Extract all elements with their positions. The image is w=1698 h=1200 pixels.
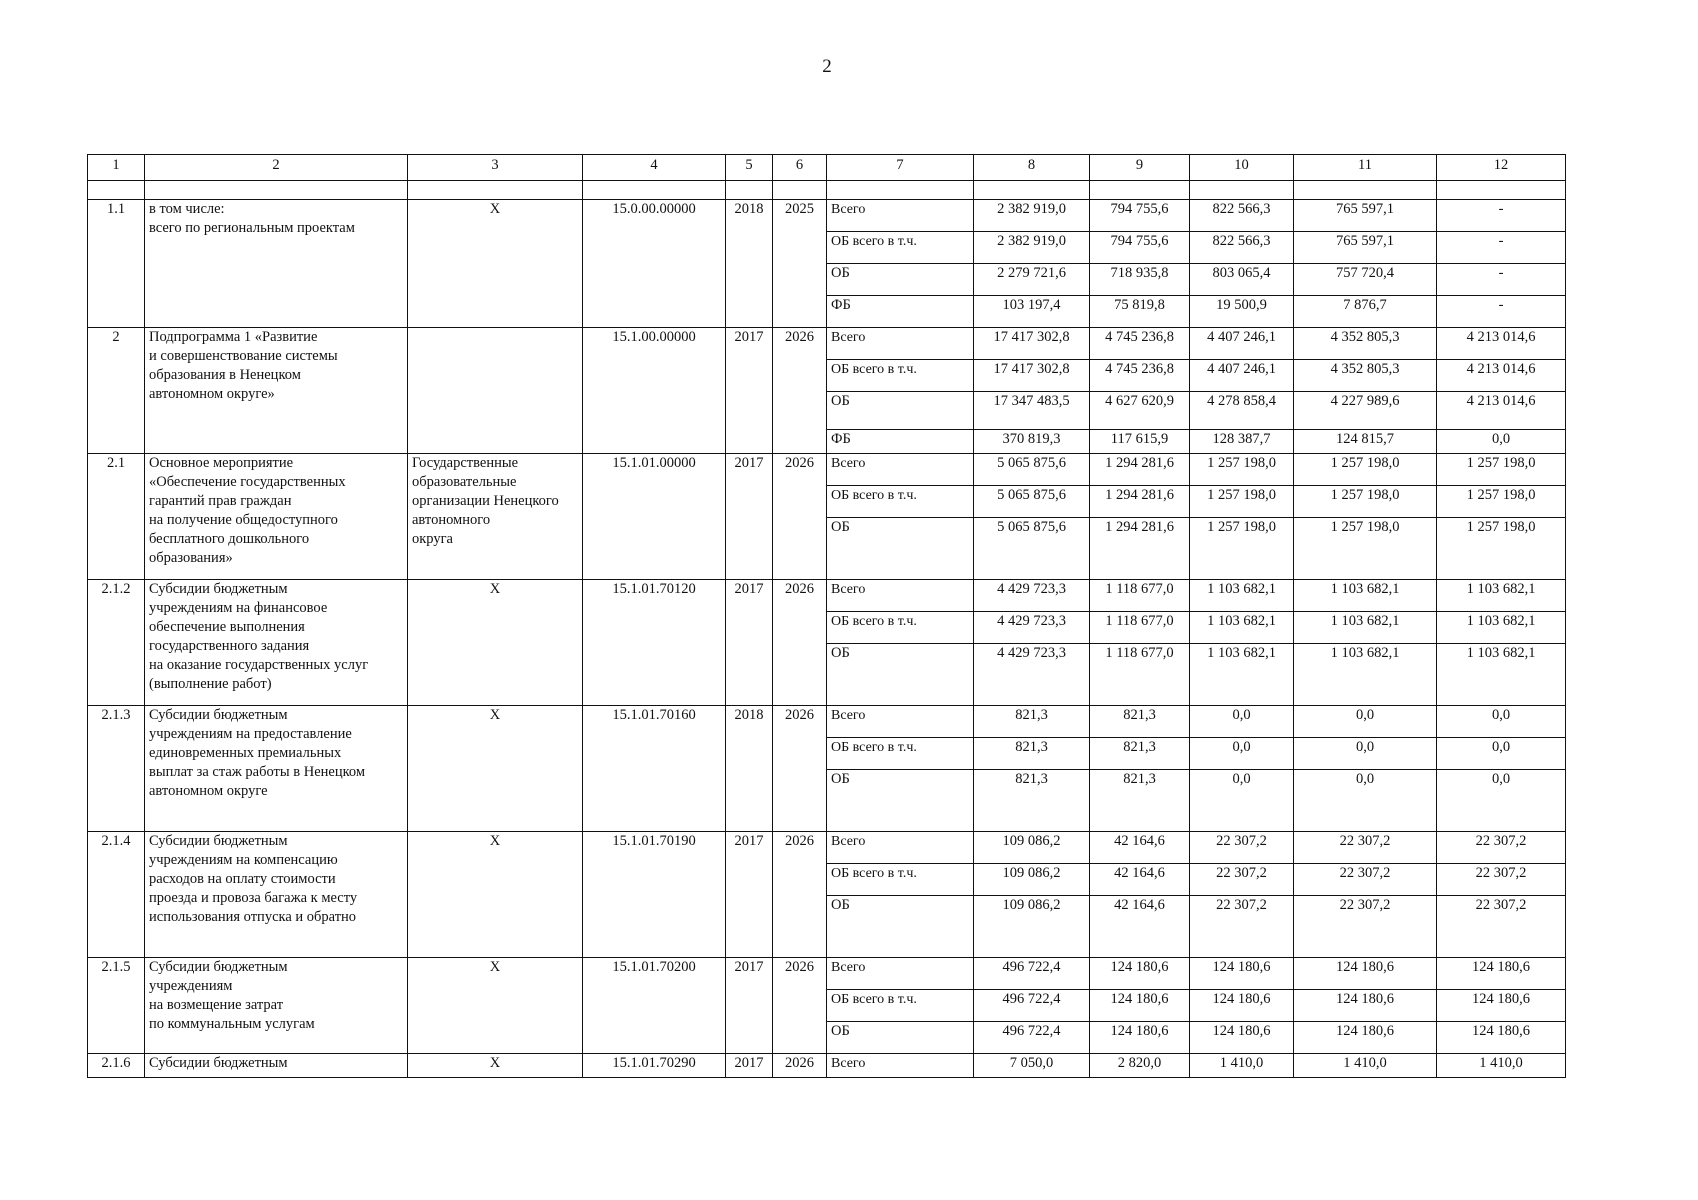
amount-cell-col8: 17 417 302,8 — [974, 328, 1090, 360]
header-cell: 11 — [1294, 155, 1437, 181]
amount-cell-col9: 1 118 677,0 — [1090, 644, 1190, 706]
amount-cell-col9: 42 164,6 — [1090, 832, 1190, 864]
funding-source-cell: ОБ — [827, 770, 974, 832]
header-cell: 6 — [773, 155, 827, 181]
amount-cell-col9: 718 935,8 — [1090, 264, 1190, 296]
header-cell: 8 — [974, 155, 1090, 181]
amount-cell-col11: 22 307,2 — [1294, 896, 1437, 958]
amount-cell-col8: 821,3 — [974, 770, 1090, 832]
amount-cell-col10: 22 307,2 — [1190, 864, 1294, 896]
end-year-cell: 2025 — [773, 200, 827, 328]
budget-code-cell: 15.1.01.70120 — [583, 580, 726, 706]
amount-cell-col11: 1 410,0 — [1294, 1054, 1437, 1078]
funding-source-cell: Всего — [827, 958, 974, 990]
amount-cell-col9: 4 745 236,8 — [1090, 360, 1190, 392]
header-cell: 3 — [408, 155, 583, 181]
amount-cell-col11: 765 597,1 — [1294, 200, 1437, 232]
amount-cell-col12: 1 103 682,1 — [1437, 644, 1566, 706]
amount-cell-col8: 4 429 723,3 — [974, 644, 1090, 706]
amount-cell-col12: 22 307,2 — [1437, 832, 1566, 864]
amount-cell-col9: 4 745 236,8 — [1090, 328, 1190, 360]
budget-code-cell: 15.1.01.00000 — [583, 454, 726, 580]
executor-cell: Х — [408, 200, 583, 328]
amount-cell-col10: 4 407 246,1 — [1190, 360, 1294, 392]
amount-cell-col10: 1 257 198,0 — [1190, 486, 1294, 518]
table-row — [88, 454, 1566, 486]
amount-cell-col8: 821,3 — [974, 738, 1090, 770]
amount-cell-col10: 124 180,6 — [1190, 1022, 1294, 1054]
amount-cell-col9: 1 294 281,6 — [1090, 518, 1190, 580]
amount-cell-col10: 22 307,2 — [1190, 896, 1294, 958]
amount-cell-col12: 124 180,6 — [1437, 990, 1566, 1022]
row-number-cell: 2.1 — [88, 454, 145, 580]
end-year-cell: 2026 — [773, 580, 827, 706]
amount-cell-col12: 1 257 198,0 — [1437, 454, 1566, 486]
amount-cell-col11: 22 307,2 — [1294, 864, 1437, 896]
amount-cell-col12: - — [1437, 296, 1566, 328]
amount-cell-col10: 22 307,2 — [1190, 832, 1294, 864]
amount-cell-col8: 109 086,2 — [974, 832, 1090, 864]
amount-cell-col8: 496 722,4 — [974, 958, 1090, 990]
row-number-cell: 2.1.5 — [88, 958, 145, 1054]
funding-source-cell: ОБ — [827, 392, 974, 430]
funding-source-cell: Всего — [827, 1054, 974, 1078]
row-name-cell: в том числе: всего по региональным проектам — [145, 200, 408, 328]
amount-cell-col12: 4 213 014,6 — [1437, 360, 1566, 392]
start-year-cell: 2017 — [726, 958, 773, 1054]
amount-cell-col11: 765 597,1 — [1294, 232, 1437, 264]
header-cell: 12 — [1437, 155, 1566, 181]
amount-cell-col11: 124 815,7 — [1294, 430, 1437, 454]
start-year-cell: 2018 — [726, 200, 773, 328]
amount-cell-col9: 821,3 — [1090, 738, 1190, 770]
funding-source-cell: Всего — [827, 706, 974, 738]
amount-cell-col12: 1 257 198,0 — [1437, 518, 1566, 580]
budget-code-cell: 15.1.01.70290 — [583, 1054, 726, 1078]
end-year-cell: 2026 — [773, 958, 827, 1054]
funding-source-cell: ОБ всего в т.ч. — [827, 738, 974, 770]
start-year-cell: 2017 — [726, 328, 773, 454]
header-cell: 9 — [1090, 155, 1190, 181]
amount-cell-col10: 124 180,6 — [1190, 958, 1294, 990]
end-year-cell: 2026 — [773, 1054, 827, 1078]
amount-cell-col11: 4 227 989,6 — [1294, 392, 1437, 430]
budget-code-cell: 15.1.01.70190 — [583, 832, 726, 958]
amount-cell-col10: 0,0 — [1190, 738, 1294, 770]
table-row — [88, 200, 1566, 232]
amount-cell-col11: 0,0 — [1294, 706, 1437, 738]
amount-cell-col8: 2 279 721,6 — [974, 264, 1090, 296]
start-year-cell: 2017 — [726, 580, 773, 706]
amount-cell-col11: 4 352 805,3 — [1294, 328, 1437, 360]
amount-cell-col9: 1 294 281,6 — [1090, 454, 1190, 486]
funding-source-cell: Всего — [827, 454, 974, 486]
amount-cell-col8: 17 347 483,5 — [974, 392, 1090, 430]
amount-cell-col12: 22 307,2 — [1437, 864, 1566, 896]
executor-cell: Х — [408, 706, 583, 832]
funding-source-cell: ФБ — [827, 296, 974, 328]
executor-cell: Х — [408, 580, 583, 706]
executor-cell: Государственные образовательные организации Ненецкого автономного округа — [408, 454, 583, 580]
amount-cell-col12: 0,0 — [1437, 706, 1566, 738]
amount-cell-col10: 1 257 198,0 — [1190, 454, 1294, 486]
header-cell: 1 — [88, 155, 145, 181]
row-number-cell: 2.1.3 — [88, 706, 145, 832]
header-cell: 4 — [583, 155, 726, 181]
budget-code-cell: 15.0.00.00000 — [583, 200, 726, 328]
amount-cell-col12: 1 103 682,1 — [1437, 612, 1566, 644]
amount-cell-col10: 1 103 682,1 — [1190, 644, 1294, 706]
amount-cell-col9: 794 755,6 — [1090, 232, 1190, 264]
start-year-cell: 2018 — [726, 706, 773, 832]
amount-cell-col8: 496 722,4 — [974, 1022, 1090, 1054]
row-name-cell: Субсидии бюджетным учреждениям на финансовое обеспечение выполнения государственного задания на оказание государственных услуг (выполнение работ) — [145, 580, 408, 706]
funding-source-cell: ОБ всего в т.ч. — [827, 486, 974, 518]
amount-cell-col10: 803 065,4 — [1190, 264, 1294, 296]
amount-cell-col8: 4 429 723,3 — [974, 580, 1090, 612]
executor-cell — [408, 328, 583, 454]
amount-cell-col8: 103 197,4 — [974, 296, 1090, 328]
amount-cell-col12: 4 213 014,6 — [1437, 328, 1566, 360]
funding-source-cell: ОБ всего в т.ч. — [827, 612, 974, 644]
amount-cell-col10: 1 410,0 — [1190, 1054, 1294, 1078]
table-row — [88, 580, 1566, 612]
amount-cell-col12: 1 257 198,0 — [1437, 486, 1566, 518]
end-year-cell: 2026 — [773, 706, 827, 832]
start-year-cell: 2017 — [726, 454, 773, 580]
amount-cell-col11: 1 257 198,0 — [1294, 454, 1437, 486]
amount-cell-col11: 1 103 682,1 — [1294, 580, 1437, 612]
amount-cell-col9: 117 615,9 — [1090, 430, 1190, 454]
amount-cell-col10: 19 500,9 — [1190, 296, 1294, 328]
funding-source-cell: Всего — [827, 580, 974, 612]
amount-cell-col11: 1 257 198,0 — [1294, 518, 1437, 580]
table-row — [88, 832, 1566, 864]
funding-source-cell: ОБ — [827, 264, 974, 296]
end-year-cell: 2026 — [773, 454, 827, 580]
amount-cell-col10: 1 103 682,1 — [1190, 612, 1294, 644]
row-number-cell: 2 — [88, 328, 145, 454]
funding-source-cell: ОБ всего в т.ч. — [827, 360, 974, 392]
funding-source-cell: ОБ — [827, 1022, 974, 1054]
start-year-cell: 2017 — [726, 832, 773, 958]
executor-cell: Х — [408, 1054, 583, 1078]
header-gap-row — [88, 181, 1566, 200]
amount-cell-col8: 821,3 — [974, 706, 1090, 738]
table-row — [88, 328, 1566, 360]
end-year-cell: 2026 — [773, 832, 827, 958]
row-name-cell: Субсидии бюджетным учреждениям на возмещение затрат по коммунальным услугам — [145, 958, 408, 1054]
executor-cell: Х — [408, 958, 583, 1054]
amount-cell-col12: 124 180,6 — [1437, 1022, 1566, 1054]
amount-cell-col8: 2 382 919,0 — [974, 232, 1090, 264]
amount-cell-col9: 794 755,6 — [1090, 200, 1190, 232]
amount-cell-col11: 124 180,6 — [1294, 1022, 1437, 1054]
amount-cell-col9: 821,3 — [1090, 770, 1190, 832]
budget-table — [87, 154, 1566, 1078]
amount-cell-col8: 370 819,3 — [974, 430, 1090, 454]
amount-cell-col10: 1 257 198,0 — [1190, 518, 1294, 580]
amount-cell-col10: 4 407 246,1 — [1190, 328, 1294, 360]
amount-cell-col11: 1 103 682,1 — [1294, 644, 1437, 706]
amount-cell-col12: 1 103 682,1 — [1437, 580, 1566, 612]
amount-cell-col9: 124 180,6 — [1090, 990, 1190, 1022]
funding-source-cell: ОБ — [827, 644, 974, 706]
amount-cell-col11: 124 180,6 — [1294, 990, 1437, 1022]
funding-source-cell: Всего — [827, 200, 974, 232]
row-number-cell: 1.1 — [88, 200, 145, 328]
amount-cell-col9: 2 820,0 — [1090, 1054, 1190, 1078]
end-year-cell: 2026 — [773, 328, 827, 454]
amount-cell-col9: 42 164,6 — [1090, 864, 1190, 896]
budget-code-cell: 15.1.00.00000 — [583, 328, 726, 454]
amount-cell-col8: 496 722,4 — [974, 990, 1090, 1022]
amount-cell-col11: 1 103 682,1 — [1294, 612, 1437, 644]
table-row — [88, 958, 1566, 990]
row-name-cell: Основное мероприятие «Обеспечение государственных гарантий прав граждан на получение общедоступного бесплатного дошкольного образования» — [145, 454, 408, 580]
amount-cell-col12: 124 180,6 — [1437, 958, 1566, 990]
amount-cell-col8: 5 065 875,6 — [974, 518, 1090, 580]
executor-cell: Х — [408, 832, 583, 958]
amount-cell-col9: 1 294 281,6 — [1090, 486, 1190, 518]
funding-source-cell: ОБ всего в т.ч. — [827, 232, 974, 264]
funding-source-cell: Всего — [827, 832, 974, 864]
funding-source-cell: ФБ — [827, 430, 974, 454]
amount-cell-col9: 1 118 677,0 — [1090, 580, 1190, 612]
row-number-cell: 2.1.2 — [88, 580, 145, 706]
table-row — [88, 1054, 1566, 1078]
amount-cell-col12: 0,0 — [1437, 770, 1566, 832]
amount-cell-col11: 4 352 805,3 — [1294, 360, 1437, 392]
amount-cell-col11: 1 257 198,0 — [1294, 486, 1437, 518]
amount-cell-col9: 1 118 677,0 — [1090, 612, 1190, 644]
amount-cell-col12: 0,0 — [1437, 430, 1566, 454]
funding-source-cell: ОБ всего в т.ч. — [827, 990, 974, 1022]
amount-cell-col8: 7 050,0 — [974, 1054, 1090, 1078]
amount-cell-col9: 42 164,6 — [1090, 896, 1190, 958]
amount-cell-col9: 75 819,8 — [1090, 296, 1190, 328]
amount-cell-col9: 124 180,6 — [1090, 958, 1190, 990]
header-cell: 10 — [1190, 155, 1294, 181]
amount-cell-col11: 0,0 — [1294, 738, 1437, 770]
funding-source-cell: ОБ — [827, 518, 974, 580]
amount-cell-col12: 22 307,2 — [1437, 896, 1566, 958]
header-row — [88, 155, 1566, 181]
amount-cell-col10: 1 103 682,1 — [1190, 580, 1294, 612]
amount-cell-col11: 0,0 — [1294, 770, 1437, 832]
budget-code-cell: 15.1.01.70160 — [583, 706, 726, 832]
amount-cell-col11: 22 307,2 — [1294, 832, 1437, 864]
amount-cell-col8: 5 065 875,6 — [974, 486, 1090, 518]
amount-cell-col8: 4 429 723,3 — [974, 612, 1090, 644]
amount-cell-col12: - — [1437, 264, 1566, 296]
header-cell: 2 — [145, 155, 408, 181]
amount-cell-col10: 4 278 858,4 — [1190, 392, 1294, 430]
funding-source-cell: ОБ — [827, 896, 974, 958]
amount-cell-col12: - — [1437, 232, 1566, 264]
row-name-cell: Субсидии бюджетным — [145, 1054, 408, 1078]
budget-code-cell: 15.1.01.70200 — [583, 958, 726, 1054]
row-name-cell: Субсидии бюджетным учреждениям на компенсацию расходов на оплату стоимости проезда и провоза багажа к месту использования отпуска и обратно — [145, 832, 408, 958]
amount-cell-col9: 124 180,6 — [1090, 1022, 1190, 1054]
amount-cell-col8: 109 086,2 — [974, 864, 1090, 896]
amount-cell-col12: 0,0 — [1437, 738, 1566, 770]
funding-source-cell: ОБ всего в т.ч. — [827, 864, 974, 896]
row-name-cell: Подпрограмма 1 «Развитие и совершенствование системы образования в Ненецком автономном округе» — [145, 328, 408, 454]
amount-cell-col11: 124 180,6 — [1294, 958, 1437, 990]
funding-source-cell: Всего — [827, 328, 974, 360]
amount-cell-col12: 4 213 014,6 — [1437, 392, 1566, 430]
amount-cell-col10: 822 566,3 — [1190, 200, 1294, 232]
amount-cell-col10: 124 180,6 — [1190, 990, 1294, 1022]
amount-cell-col8: 2 382 919,0 — [974, 200, 1090, 232]
amount-cell-col12: - — [1437, 200, 1566, 232]
amount-cell-col9: 821,3 — [1090, 706, 1190, 738]
amount-cell-col12: 1 410,0 — [1437, 1054, 1566, 1078]
amount-cell-col10: 822 566,3 — [1190, 232, 1294, 264]
table-row — [88, 706, 1566, 738]
page-number: 2 — [822, 56, 832, 77]
amount-cell-col11: 757 720,4 — [1294, 264, 1437, 296]
start-year-cell: 2017 — [726, 1054, 773, 1078]
header-cell: 7 — [827, 155, 974, 181]
amount-cell-col9: 4 627 620,9 — [1090, 392, 1190, 430]
amount-cell-col10: 0,0 — [1190, 770, 1294, 832]
amount-cell-col11: 7 876,7 — [1294, 296, 1437, 328]
header-cell: 5 — [726, 155, 773, 181]
amount-cell-col8: 17 417 302,8 — [974, 360, 1090, 392]
amount-cell-col10: 128 387,7 — [1190, 430, 1294, 454]
amount-cell-col8: 5 065 875,6 — [974, 454, 1090, 486]
amount-cell-col8: 109 086,2 — [974, 896, 1090, 958]
row-name-cell: Субсидии бюджетным учреждениям на предоставление единовременных премиальных выплат за стаж работы в Ненецком автономном округе — [145, 706, 408, 832]
amount-cell-col10: 0,0 — [1190, 706, 1294, 738]
row-number-cell: 2.1.6 — [88, 1054, 145, 1078]
row-number-cell: 2.1.4 — [88, 832, 145, 958]
